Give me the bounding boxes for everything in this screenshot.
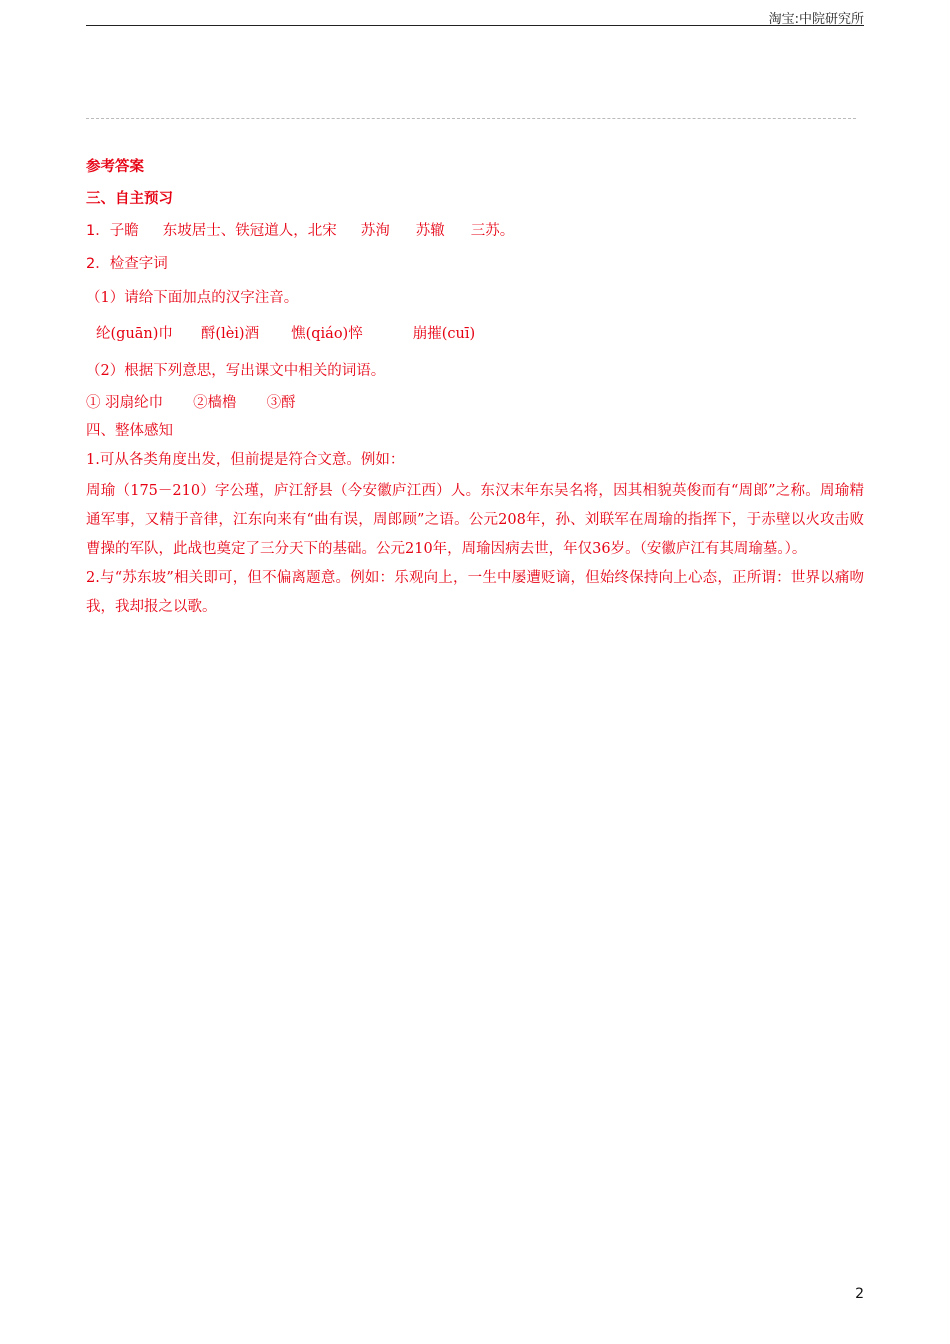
sub2-label: （2）根据下列意思，写出课文中相关的词语。	[86, 363, 386, 379]
pinyin-word: 憔(qiáo)悴	[291, 326, 363, 342]
section3-heading: 三、自主预习	[86, 191, 173, 207]
dashed-divider	[86, 118, 856, 119]
answer-content	[86, 155, 864, 622]
section4-heading: 四、整体感知	[86, 423, 173, 439]
pinyin-row	[86, 322, 864, 359]
section4-item1-intro: 1.可从各类角度出发，但前提是符合文意。例如：	[86, 452, 405, 468]
item1-number: 1．	[86, 223, 110, 239]
header-divider	[86, 25, 864, 26]
pinyin-word: 纶(guān)巾	[96, 326, 173, 342]
section3-item1	[86, 219, 864, 252]
item1-part: 东坡居士、铁冠道人，北宋	[162, 223, 337, 239]
section3-item2: 2．检查字词	[86, 256, 168, 272]
vocab-answer: ③酹	[266, 395, 296, 411]
pinyin-word: 崩摧(cuī)	[412, 326, 476, 342]
page-number: 2	[855, 1286, 864, 1302]
item1-part: 三苏。	[470, 223, 515, 239]
section4-item1-body: 周瑜（175－210）字公瑾，庐江舒县（今安徽庐江西）人。东汉末年东吴名将，因其相貌英俊而有“周郎”之称。周瑜精通军事，又精于音律，江东向来有“曲有误，周郎顾”之语。公元208年，孙、刘联军在周瑜的指挥下，于赤壁以火攻击败曹操的军队，此战也奠定了三分天下的基础。公元210年，周瑜因病去世，年仅36岁。（安徽庐江有其周瑜墓。）。	[86, 483, 864, 557]
answer-title: 参考答案	[86, 159, 144, 175]
section4-item2-body: 2.与“苏东坡”相关即可，但不偏离题意。例如：乐观向上，一生中屡遭贬谪，但始终保持向上心态，正所谓：世界以痛吻我，我却报之以歌。	[86, 570, 864, 615]
vocab-answer: ① 羽扇纶巾	[86, 395, 164, 411]
header-text: 淘宝:中院研究所	[768, 12, 864, 27]
vocab-answer: ②樯橹	[193, 395, 237, 411]
sub1-label: （1）请给下面加点的汉字注音。	[86, 290, 299, 306]
vocab-answers	[86, 391, 864, 419]
item1-part: 子瞻	[109, 223, 139, 239]
item1-part: 苏辙	[415, 223, 445, 239]
pinyin-word: 酹(lèi)酒	[200, 326, 260, 342]
item1-part: 苏洵	[360, 223, 390, 239]
